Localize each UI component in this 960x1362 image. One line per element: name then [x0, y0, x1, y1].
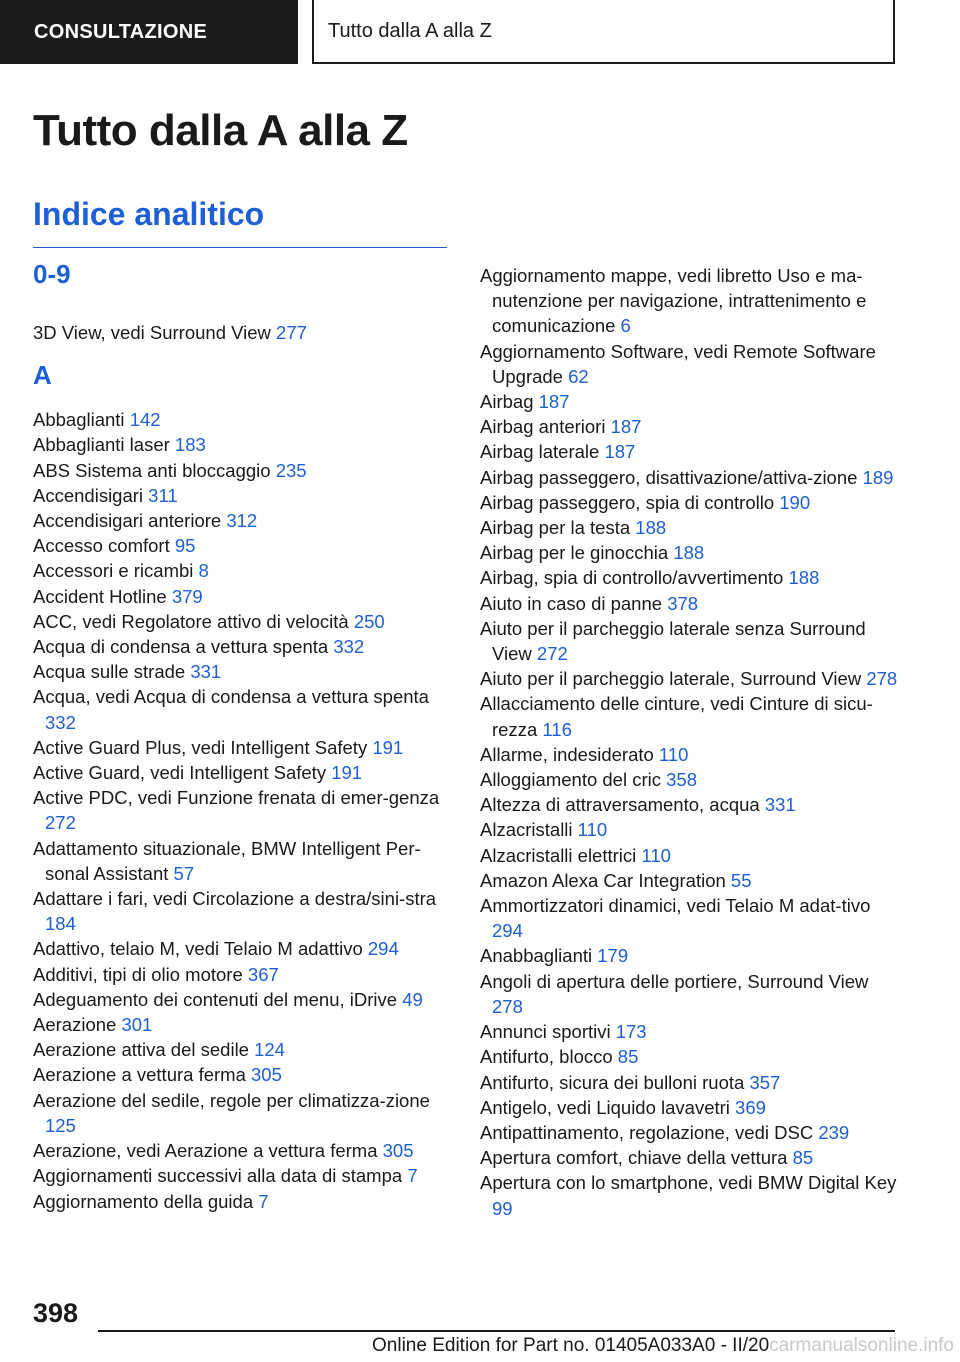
index-entry-text: Apertura con lo smartphone, vedi BMW Digital Key — [480, 1172, 897, 1194]
chapter-tab[interactable] — [312, 0, 895, 64]
index-group-a — [33, 407, 453, 1214]
index-page-link[interactable]: 379 — [171, 585, 203, 607]
index-column-left — [33, 256, 453, 1214]
index-entry — [33, 735, 453, 760]
index-entry-text: Aggiornamento mappe, vedi libretto Uso e ma‐nutenzione per navigazione, intrattenimento e comunicazione — [480, 265, 867, 337]
index-entry-text: Aiuto per il parcheggio laterale senza Surround View — [480, 617, 866, 665]
index-page-link[interactable]: 142 — [129, 409, 161, 431]
index-page-link[interactable]: 305 — [251, 1064, 282, 1086]
index-page-link[interactable]: 331 — [764, 794, 796, 816]
index-page-link[interactable]: 294 — [492, 920, 523, 942]
index-entry-text: Abbaglianti laser — [33, 434, 170, 456]
index-page-link[interactable]: 301 — [121, 1014, 153, 1036]
index-entry — [33, 659, 453, 684]
index-entry — [480, 792, 900, 817]
index-entry — [480, 767, 900, 792]
footer-divider — [98, 1330, 895, 1332]
index-entry — [33, 987, 453, 1012]
watermark-text: carmanualsonline.info — [769, 1335, 954, 1356]
index-entry — [480, 1070, 900, 1095]
index-entry — [33, 1163, 453, 1188]
index-entry — [33, 785, 453, 835]
page-number: 398 — [33, 1298, 79, 1328]
index-entry-text: Aerazione — [33, 1014, 117, 1036]
index-page-link[interactable]: 6 — [620, 315, 631, 337]
index-entry — [33, 1062, 453, 1087]
index-page-link[interactable]: 55 — [730, 869, 752, 891]
index-entry — [33, 1012, 453, 1037]
index-entry — [480, 1145, 900, 1170]
index-entry — [480, 540, 900, 565]
index-entry-text: Active Guard, vedi Intelligent Safety — [33, 762, 327, 784]
index-entry — [33, 609, 453, 634]
index-entry-text: Accident Hotline — [33, 585, 167, 607]
index-letter-heading: A — [33, 360, 52, 391]
index-page-link[interactable]: 272 — [45, 812, 76, 834]
index-entry-text: Airbag — [480, 391, 534, 413]
index-entry — [33, 458, 453, 483]
index-page-link[interactable]: 358 — [666, 769, 697, 791]
index-entry-text: Alzacristalli elettrici — [480, 844, 637, 866]
index-entry-text: Accesso comfort — [33, 535, 170, 557]
index-entry-text: Airbag anteriori — [480, 416, 606, 438]
index-page-link[interactable]: 7 — [258, 1190, 269, 1212]
index-page-link[interactable]: 110 — [658, 743, 689, 765]
index-page-link[interactable]: 173 — [615, 1021, 647, 1043]
index-entry — [480, 969, 900, 1019]
index-entry-text: Antifurto, sicura dei bulloni ruota — [480, 1071, 745, 1093]
index-entry-text: Adattare i fari, vedi Circolazione a destra/sini‐stra — [33, 888, 437, 910]
index-entry — [33, 483, 453, 508]
index-entry-text: ABS Sistema anti bloccaggio — [33, 459, 271, 481]
index-entry — [480, 843, 900, 868]
index-page-link[interactable]: 331 — [190, 661, 222, 683]
index-page-link[interactable]: 239 — [818, 1121, 850, 1143]
index-page-link[interactable]: 187 — [604, 441, 636, 463]
index-page-link[interactable]: 312 — [226, 510, 258, 532]
index-page-link[interactable]: 187 — [538, 391, 570, 413]
index-entry-text: Accendisigari anteriore — [33, 510, 222, 532]
index-entry — [33, 1037, 453, 1062]
index-entry-text: Acqua di condensa a vettura spenta — [33, 636, 329, 658]
index-page-link[interactable]: 191 — [331, 762, 363, 784]
index-page-link[interactable]: 378 — [667, 592, 699, 614]
index-page-link[interactable]: 62 — [568, 365, 589, 387]
index-page-link[interactable]: 49 — [402, 988, 423, 1010]
index-entry-text: Active Guard Plus, vedi Intelligent Safety — [33, 736, 368, 758]
index-page-link[interactable]: 95 — [174, 535, 196, 557]
index-page-link[interactable]: 278 — [492, 995, 523, 1017]
index-entry-text: Aggiornamenti successivi alla data di stampa — [33, 1165, 403, 1187]
index-entry — [480, 666, 900, 691]
index-entry — [480, 691, 900, 741]
index-entry — [33, 407, 453, 432]
index-page-link[interactable]: 278 — [866, 668, 898, 690]
index-entry — [33, 962, 453, 987]
index-entry — [33, 432, 453, 457]
index-entry — [33, 684, 453, 734]
index-entry-text: Angoli di apertura delle portiere, Surround View — [480, 970, 869, 992]
index-entry-text: Active PDC, vedi Funzione frenata di emer‐genza — [33, 787, 440, 809]
index-entry — [480, 868, 900, 893]
index-entry-text: Aerazione, vedi Aerazione a vettura ferma — [33, 1140, 378, 1162]
index-entry-text: Antigelo, vedi Liquido lavavetri — [480, 1096, 730, 1118]
index-entry-text: Aerazione del sedile, regole per climatizza‐zione — [33, 1089, 430, 1111]
index-entry — [33, 634, 453, 659]
index-page-link[interactable]: 189 — [862, 466, 894, 488]
index-entry — [480, 565, 900, 590]
index-page-link[interactable]: 187 — [610, 416, 642, 438]
index-entry — [480, 742, 900, 767]
index-entry-text: Annunci sportivi — [480, 1021, 611, 1043]
index-entry-text: Amazon Alexa Car Integration — [480, 869, 726, 891]
section-tab[interactable] — [0, 0, 298, 64]
index-entry-text: Acqua sulle strade — [33, 661, 186, 683]
index-page-link[interactable]: 250 — [353, 610, 385, 632]
index-entry-text: Aiuto in caso di panne — [480, 592, 663, 614]
index-entry — [33, 886, 453, 936]
index-entry — [480, 1044, 900, 1069]
index-entry-text: Aggiornamento della guida — [33, 1190, 254, 1212]
index-entry — [480, 439, 900, 464]
index-entry — [33, 1189, 453, 1214]
index-entry-text: Aggiornamento Software, vedi Remote Software Upgrade — [480, 340, 876, 387]
index-entry — [480, 1019, 900, 1044]
index-entry-text: Apertura comfort, chiave della vettura — [480, 1147, 788, 1169]
index-entry — [480, 591, 900, 616]
index-entry-text: Airbag per la testa — [480, 517, 631, 539]
index-page-link[interactable]: 367 — [247, 963, 279, 985]
index-page-link[interactable]: 57 — [173, 862, 195, 884]
index-entry-text: Anabbaglianti — [480, 945, 593, 967]
index-entry — [480, 263, 900, 339]
index-letter-heading: 0-9 — [33, 259, 71, 289]
index-entry — [33, 1088, 453, 1138]
index-page-link[interactable]: 311 — [148, 484, 178, 506]
index-page-link[interactable]: 184 — [45, 913, 76, 935]
index-entry — [480, 490, 900, 515]
section-heading: Indice analitico — [33, 196, 447, 248]
index-page-link[interactable]: 110 — [641, 844, 671, 866]
index-entry — [33, 760, 453, 785]
index-entry-text: Abbaglianti — [33, 409, 125, 431]
index-page-link[interactable]: 183 — [174, 434, 206, 456]
index-entry — [480, 943, 900, 968]
index-entry-text: Allacciamento delle cinture, vedi Cinture di sicu‐rezza — [480, 693, 873, 740]
index-entry-text: ACC, vedi Regolatore attivo di velocità — [33, 610, 349, 632]
index-entry — [480, 1095, 900, 1120]
index-page-link[interactable]: 357 — [749, 1071, 781, 1093]
index-entry-text: Aiuto per il parcheggio laterale, Surround View — [480, 668, 862, 690]
index-page-link[interactable]: 235 — [275, 459, 307, 481]
index-page-link[interactable]: 191 — [372, 736, 404, 758]
index-page-link[interactable]: 116 — [542, 718, 572, 740]
index-page-link[interactable]: 369 — [735, 1096, 766, 1118]
index-entry — [33, 936, 453, 961]
page-header — [0, 0, 960, 66]
index-entry-text: Altezza di attraversamento, acqua — [480, 794, 760, 816]
index-entry — [33, 533, 453, 558]
index-entry-text: Aerazione attiva del sedile — [33, 1039, 249, 1061]
index-entry-text: Adeguamento dei contenuti del menu, iDrive — [33, 988, 398, 1010]
index-page-link[interactable]: 305 — [382, 1140, 414, 1162]
index-entry — [480, 465, 900, 490]
edition-text: Online Edition for Part no. 01405A033A0 - II/20 — [372, 1335, 770, 1356]
index-entry-text: Alzacristalli — [480, 819, 573, 841]
index-entry — [33, 508, 453, 533]
index-page-link[interactable]: 277 — [276, 322, 307, 343]
index-page-link[interactable]: 85 — [792, 1147, 814, 1169]
index-entry — [480, 893, 900, 943]
index-entry — [480, 1170, 900, 1220]
index-entry-text: Airbag passeggero, disattivazione/attiva‐zione — [480, 466, 858, 488]
index-entry-text: Additivi, tipi di olio motore — [33, 963, 243, 985]
index-entry-text: Airbag laterale — [480, 441, 600, 463]
index-page-link[interactable]: 110 — [577, 819, 608, 841]
index-entry-text: Allarme, indesiderato — [480, 743, 654, 765]
index-entry — [480, 1120, 900, 1145]
index-page-link[interactable]: 8 — [198, 560, 209, 582]
chapter-tab-label: Tutto dalla A alla Z — [328, 19, 492, 42]
index-entry — [33, 836, 453, 886]
index-entry — [480, 817, 900, 842]
index-entry — [33, 1138, 453, 1163]
index-entry-text: Adattamento situazionale, BMW Intelligent Per‐sonal Assistant — [33, 837, 421, 884]
index-entry-text: Airbag, spia di controllo/avvertimento — [480, 567, 784, 589]
index-entry-text: Ammortizzatori dinamici, vedi Telaio M adat‐tivo — [480, 895, 871, 917]
index-entry-text: Airbag passeggero, spia di controllo — [480, 491, 775, 513]
index-page-link[interactable]: 7 — [407, 1165, 418, 1187]
index-entry — [33, 558, 453, 583]
index-entry-text: Accendisigari — [33, 484, 144, 506]
page-title: Tutto dalla A alla Z — [33, 106, 408, 155]
index-column-right — [480, 263, 900, 1221]
footer-edition — [372, 1335, 954, 1357]
index-page-link[interactable]: 188 — [635, 517, 667, 539]
index-entry-text: Acqua, vedi Acqua di condensa a vettura spenta — [33, 686, 429, 708]
index-entry-text: Antipattinamento, regolazione, vedi DSC — [480, 1121, 814, 1143]
section-tab-label: CONSULTAZIONE — [34, 20, 208, 43]
index-entry-text: Antifurto, blocco — [480, 1046, 613, 1068]
index-entry — [480, 515, 900, 540]
index-page-link[interactable]: 125 — [45, 1114, 76, 1136]
index-page-link[interactable]: 332 — [333, 636, 365, 658]
index-page-link[interactable]: 294 — [367, 938, 399, 960]
index-page-link[interactable]: 332 — [45, 711, 76, 733]
index-entry-text: Adattivo, telaio M, vedi Telaio M adattivo — [33, 938, 363, 960]
index-entry-text: Accessori e ricambi — [33, 560, 194, 582]
index-page-link[interactable]: 179 — [597, 945, 629, 967]
index-entry — [480, 414, 900, 439]
index-group-0-9 — [33, 320, 453, 345]
index-page-link[interactable]: 99 — [492, 1197, 513, 1219]
index-entry — [33, 320, 453, 345]
index-page-link[interactable]: 124 — [254, 1039, 285, 1061]
index-entry — [480, 339, 900, 389]
index-page-link[interactable]: 188 — [788, 567, 820, 589]
index-entry-text: 3D View, vedi Surround View — [33, 322, 271, 343]
index-entry-text: Airbag per le ginocchia — [480, 542, 669, 564]
index-page-link[interactable]: 272 — [536, 643, 568, 665]
index-entry-text: Alloggiamento del cric — [480, 769, 661, 791]
index-entry — [480, 616, 900, 666]
index-entry-text: Aerazione a vettura ferma — [33, 1064, 246, 1086]
index-page-link[interactable]: 85 — [617, 1046, 639, 1068]
index-page-link[interactable]: 190 — [779, 491, 811, 513]
index-page-link[interactable]: 188 — [673, 542, 705, 564]
index-entry — [480, 389, 900, 414]
index-entry — [33, 584, 453, 609]
